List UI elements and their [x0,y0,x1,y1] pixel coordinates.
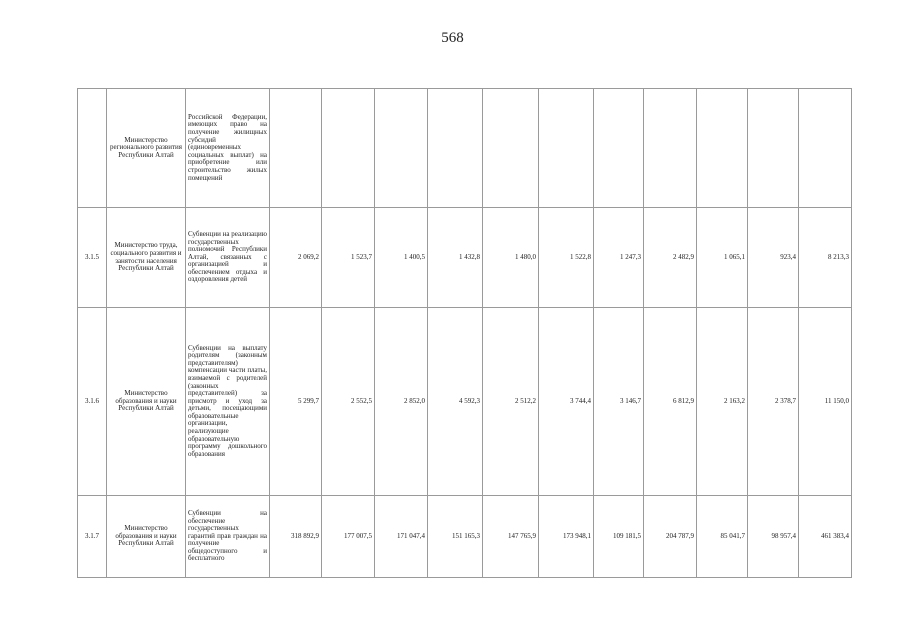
row-value: 3 744,4 [539,308,594,496]
row-value: 147 765,9 [483,496,539,578]
row-description: Субвенции на реализацию государственных полномочий Республики Алтай, связанных с организацией и обеспечением отдыха и оздоровления детей [186,208,270,308]
page-number: 568 [441,30,464,46]
row-value: 5 299,7 [270,308,322,496]
row-value [428,89,483,208]
row-value: 2 512,2 [483,308,539,496]
row-value: 11 150,0 [799,308,852,496]
table-row [78,89,852,208]
row-value: 2 163,2 [697,308,748,496]
row-value [375,89,428,208]
row-value [322,89,375,208]
row-value: 1 065,1 [697,208,748,308]
row-value: 3 146,7 [594,308,644,496]
table-row [78,208,852,308]
row-description: Субвенции на выплату родителям (законным представителям) компенсации части платы, взимаемой с родителей (законных представителей) за присмотр и уход за детьми, посещающими образовательные организации, реализующие образовательную программу дошкольного образования [186,308,270,496]
row-value: 461 383,4 [799,496,852,578]
row-value: 2 852,0 [375,308,428,496]
row-value: 109 181,5 [594,496,644,578]
row-organization: Министерство образования и науки Республики Алтай [107,496,186,578]
row-value: 2 552,5 [322,308,375,496]
row-value: 318 892,9 [270,496,322,578]
row-value: 1 480,0 [483,208,539,308]
row-value: 204 787,9 [644,496,697,578]
row-description: Российской Федерации, имеющих право на получение жилищных субсидий (единовременных социальных выплат) на приобретение или строительство жилых помещений [186,89,270,208]
row-value: 6 812,9 [644,308,697,496]
row-value: 1 247,3 [594,208,644,308]
row-value [539,89,594,208]
row-value: 2 482,9 [644,208,697,308]
row-value [799,89,852,208]
row-value [270,89,322,208]
row-value: 1 400,5 [375,208,428,308]
row-value: 171 047,4 [375,496,428,578]
row-value [748,89,799,208]
row-value: 151 165,3 [428,496,483,578]
row-code: 3.1.6 [78,308,107,496]
row-organization: Министерство регионального развития Республики Алтай [107,89,186,208]
row-value: 85 041,7 [697,496,748,578]
row-organization: Министерство труда, социального развития и занятости населения Республики Алтай [107,208,186,308]
budget-table [77,88,852,578]
row-value [644,89,697,208]
row-value: 98 957,4 [748,496,799,578]
row-value: 177 007,5 [322,496,375,578]
row-code: 3.1.5 [78,208,107,308]
row-value: 1 523,7 [322,208,375,308]
row-organization: Министерство образования и науки Республики Алтай [107,308,186,496]
row-value [594,89,644,208]
row-description: Субвенции на обеспечение государственных гарантий прав граждан на получение общедоступного и бесплатного [186,496,270,578]
table-row [78,308,852,496]
row-value: 173 948,1 [539,496,594,578]
row-value: 2 069,2 [270,208,322,308]
row-value [483,89,539,208]
row-value [697,89,748,208]
row-value: 8 213,3 [799,208,852,308]
row-value: 1 522,8 [539,208,594,308]
row-value: 2 378,7 [748,308,799,496]
table-row [78,496,852,578]
row-code: 3.1.7 [78,496,107,578]
row-code [78,89,107,208]
row-value: 1 432,8 [428,208,483,308]
row-value: 4 592,3 [428,308,483,496]
row-value: 923,4 [748,208,799,308]
